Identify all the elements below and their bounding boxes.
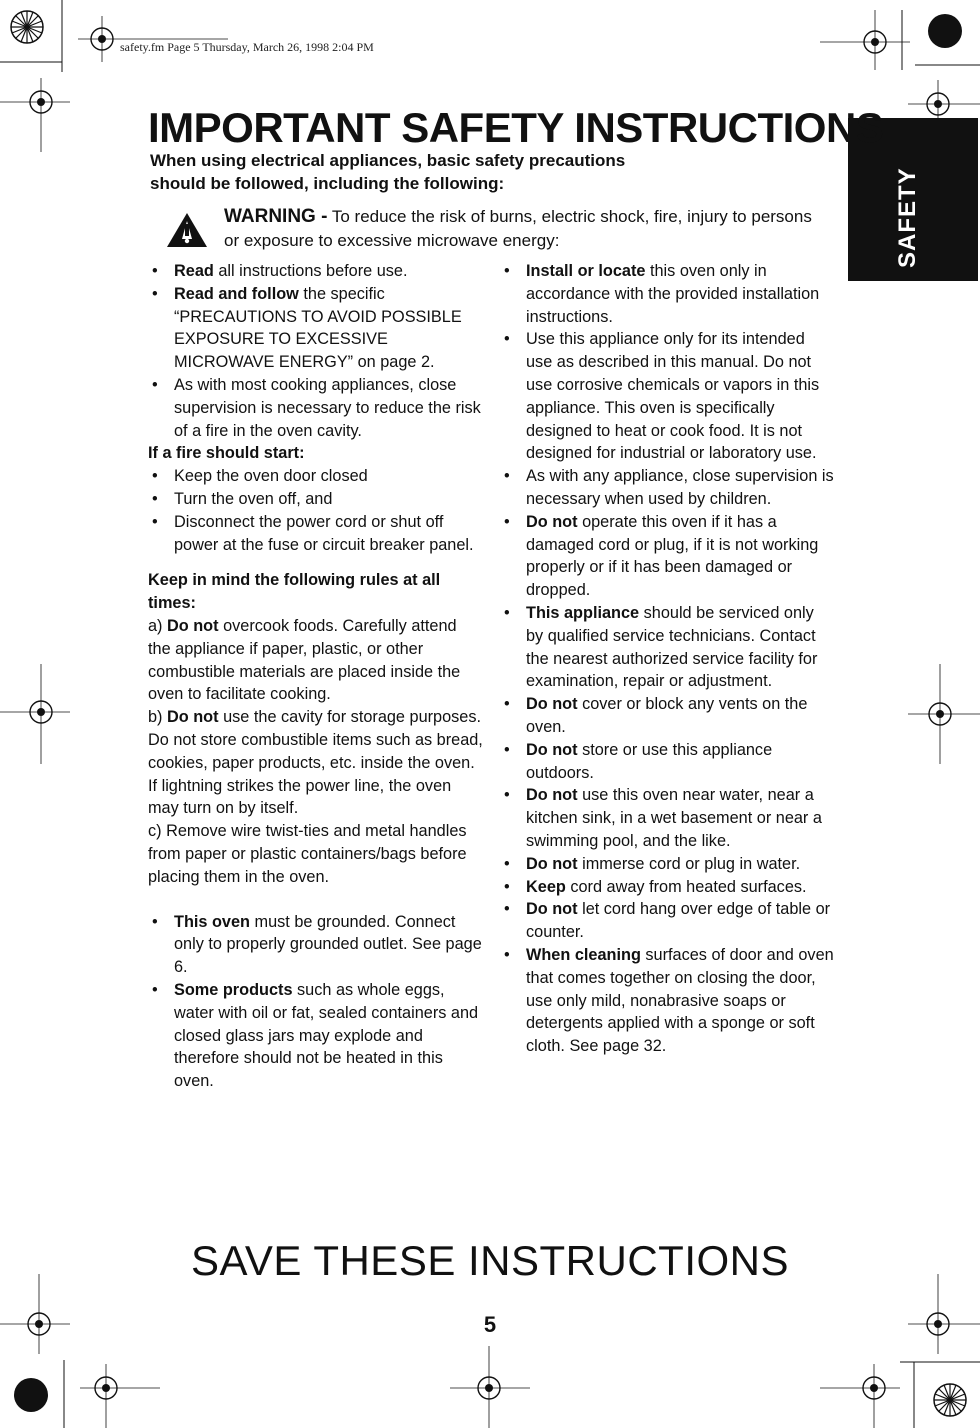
list-item: • This appliance should be serviced only by qualified service technicians. Contact the nearest authorized service facility for examination, repair or adjustment.: [500, 602, 835, 693]
right-list: [500, 260, 835, 1058]
list-item: • Some products such as whole eggs, water with oil or fat, sealed containers and closed glass jars may explode and therefore should not be heated in this oven.: [148, 979, 483, 1093]
warning-label: WARNING -: [224, 206, 328, 227]
list-item: • When cleaning surfaces of door and oven that comes together on closing the door, use only mild, nonabrasive soaps or detergents applied with a sponge or soft cloth. See page 32.: [500, 944, 835, 1058]
list-item: • Install or locate this oven only in accordance with the provided installation instructions.: [500, 260, 835, 328]
intro-line-2: should be followed, including the following:: [150, 174, 505, 193]
registration-dot-top-right: [928, 14, 962, 48]
warning-message: To reduce the risk of burns, electric shock, fire, injury to persons or exposure to excessive microwave energy:: [224, 207, 812, 250]
list-item: • Do not cover or block any vents on the oven.: [500, 693, 835, 739]
rule-c: c) Remove wire twist-ties and metal handles from paper or plastic containers/bags before placing them in the oven.: [148, 822, 467, 886]
rules-heading: Keep in mind the following rules at all times:: [148, 571, 441, 613]
rule-b: b) Do not use the cavity for storage purposes. Do not store combustible items such as bread, cookies, paper products, etc. inside the oven.: [148, 708, 483, 772]
registration-mark-top-left-corner: [0, 0, 70, 80]
section-tab-label: SAFETY: [894, 167, 921, 268]
list-item: • Do not immerse cord or plug in water.: [500, 853, 835, 876]
page-title: IMPORTANT SAFETY INSTRUCTIONS: [148, 104, 884, 151]
left-column: [148, 260, 483, 1093]
fire-heading: If a fire should start:: [148, 444, 305, 463]
list-item: • Turn the oven off, and: [148, 488, 483, 511]
left-list-1: [148, 260, 483, 442]
registration-mark-bottom-right-corner: [900, 1348, 980, 1428]
list-item: • Read and follow the specific “PRECAUTIONS TO AVOID POSSIBLE EXPOSURE TO EXCESSIVE MICROWAVE ENERGY” on page 2.: [148, 283, 483, 374]
right-column: [500, 260, 835, 1058]
list-item: • Keep the oven door closed: [148, 465, 483, 488]
lightning-note: If lightning strikes the power line, the oven may turn on by itself.: [148, 776, 452, 818]
list-item: • Disconnect the power cord or shut off power at the fuse or circuit breaker panel.: [148, 511, 483, 557]
list-item: • Read all instructions before use.: [148, 260, 483, 283]
rule-a: a) Do not overcook foods. Carefully attend the appliance if paper, plastic, or other combustible materials are placed inside the oven to facilitate cooking.: [148, 616, 461, 704]
intro-line-1: When using electrical appliances, basic safety precautions: [150, 151, 626, 170]
file-header-text: safety.fm Page 5 Thursday, March 26, 1998 2:04 PM: [120, 40, 374, 54]
list-item: • As with any appliance, close supervision is necessary when used by children.: [500, 465, 835, 511]
list-item: • Do not use this oven near water, near a kitchen sink, in a wet basement or near a swimming pool, and the like.: [500, 784, 835, 852]
left-list-2: [148, 911, 483, 1093]
list-item: • Do not let cord hang over edge of table or counter.: [500, 898, 835, 944]
warning-triangle-icon: [166, 212, 208, 248]
crosshair-mark-top-left: [0, 74, 80, 154]
list-item: • As with most cooking appliances, close supervision is necessary to reduce the risk of a fire in the oven cavity.: [148, 374, 483, 442]
list-item: • This oven must be grounded. Connect only to properly grounded outlet. See page 6.: [148, 911, 483, 979]
save-instructions-heading: SAVE THESE INSTRUCTIONS: [190, 1237, 790, 1284]
crosshair-mark-top: [78, 16, 228, 62]
list-item: • Use this appliance only for its intended use as described in this manual. Do not use corrosive chemicals or vapors in this appliance. This oven is specifically designed to heat or cook food. It is not designed for industrial or laboratory use.: [500, 328, 835, 465]
registration-dot-bottom-left: [14, 1378, 48, 1412]
page-number: 5: [483, 1312, 497, 1337]
fire-list: [148, 465, 483, 556]
list-item: • Keep cord away from heated surfaces.: [500, 876, 835, 899]
list-item: • Do not operate this oven if it has a damaged cord or plug, if it is not working properly or if it has been damaged or dropped.: [500, 511, 835, 602]
list-item: • Do not store or use this appliance outdoors.: [500, 739, 835, 785]
warning-text: [224, 205, 824, 253]
crosshair-mark-left-middle: [0, 664, 80, 764]
crosshair-mark-right-middle: [900, 664, 980, 764]
crosshair-mark-bottom-center: [440, 1346, 540, 1428]
intro-text: [150, 149, 625, 195]
crosshair-mark-bottom-left-2: [60, 1360, 160, 1428]
